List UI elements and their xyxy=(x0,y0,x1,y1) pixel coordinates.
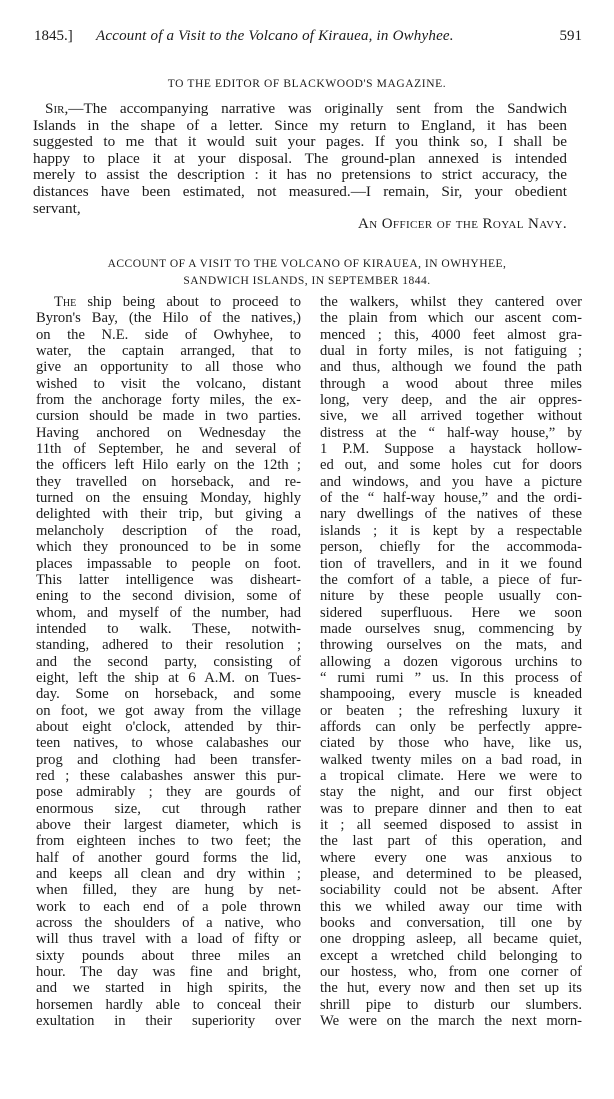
body-line: through a wood about three miles xyxy=(320,375,582,392)
letter-line: merely to assist the description : it has no pretensions to strict accuracy, the xyxy=(33,166,567,184)
body-line: distress at the “ half-way house,” by xyxy=(320,424,582,441)
body-line: our hostess, who, from one corner of xyxy=(320,964,582,981)
body-line: The ship being about to proceed to xyxy=(54,294,301,310)
body-line: which they pronounced to be in some xyxy=(36,539,301,556)
body-line: sociability could not be absent. After xyxy=(320,882,582,899)
body-line: affords can only be perfectly appre- xyxy=(320,718,582,735)
body-line: We were on the march the next morn- xyxy=(320,1013,582,1030)
letter-line: Sir,—The accompanying narrative was originally sent from the Sandwich xyxy=(45,100,567,117)
letter-line: Islands in the shape of a letter. Since my return to England, it has been xyxy=(33,116,567,134)
body-column-left xyxy=(36,294,301,1029)
body-line: give an opportunity to all those who xyxy=(36,359,301,376)
editor-letter xyxy=(33,101,567,217)
body-line: the plain from which our ascent com- xyxy=(320,310,582,327)
article-title-line-1: ACCOUNT OF A VISIT TO THE VOLCANO OF KIRAUEA, IN OWHYHEE, xyxy=(107,258,507,270)
body-line: half of another gourd forms the lid, xyxy=(36,849,301,866)
body-line: will thus travel with a load of fifty or xyxy=(36,931,301,948)
letter-line: distances have been estimated, not measured.—I remain, Sir, your obedient xyxy=(33,182,567,200)
body-line: one dropping asleep, all became quiet, xyxy=(320,931,582,948)
body-line: red ; these calabashes answer this pur- xyxy=(36,767,301,784)
body-line: from the anchorage forty miles, the ex- xyxy=(36,392,301,409)
body-line: Having anchored on Wednesday the xyxy=(36,424,301,441)
body-line: niture by these people usually con- xyxy=(320,588,582,605)
body-line: stay the night, and our first object xyxy=(320,784,582,801)
running-head-title: Account of a Visit to the Volcano of Kirauea, in Owhyhee. xyxy=(96,28,454,44)
body-line: they travelled on horseback, and re- xyxy=(36,473,301,490)
article-title xyxy=(0,256,614,290)
body-line: exultation in their superiority over xyxy=(36,1013,301,1030)
body-line: and windows, and you have a picture xyxy=(320,473,582,490)
body-line: standing, adhered to their resolution ; xyxy=(36,637,301,654)
body-line: long, very deep, and the air oppres- xyxy=(320,392,582,409)
letter-line: servant, xyxy=(33,199,81,217)
body-line: This latter intelligence was disheart- xyxy=(36,571,301,588)
body-line: walked twenty miles on a bad road, in xyxy=(320,751,582,768)
body-line: allowing a dozen vigorous urchins to xyxy=(320,653,582,670)
body-line: turned on the ensuing Monday, highly xyxy=(36,490,301,507)
body-line: dual in forty miles, is not fatiguing ; xyxy=(320,343,582,360)
body-line: enormous size, cut through rather xyxy=(36,800,301,817)
body-line: eight, left the ship at 6 A.M. on Tues- xyxy=(36,669,301,686)
editor-heading: TO THE EDITOR OF BLACKWOOD'S MAGAZINE. xyxy=(167,78,447,90)
body-line: sidered superfluous. Here we soon xyxy=(320,604,582,621)
body-line: teen natives, to whose calabashes our xyxy=(36,735,301,752)
body-line: above their largest diameter, which is xyxy=(36,817,301,833)
body-line: and the second party, consisting of xyxy=(36,653,301,670)
body-line: wished to visit the volcano, distant xyxy=(36,375,301,392)
body-line: the walkers, whilst they cantered over xyxy=(320,294,582,310)
running-head-year: 1845.] xyxy=(34,28,73,44)
body-line: about eight o'clock, attended by thir- xyxy=(36,718,301,735)
body-line: or beaten ; the refreshing luxury it xyxy=(320,702,582,719)
body-line: was to prepare dinner and then to eat xyxy=(320,800,582,817)
body-line: where every one was anxious to xyxy=(320,849,582,866)
body-line: the comfort of a table, a piece of fur- xyxy=(320,571,582,588)
body-line: from eighteen inches to two feet; the xyxy=(36,833,301,850)
letter-line: suggested to me that it would suit your pages. If you think so, I shall be xyxy=(33,133,567,151)
body-line: ciated by those who have, like us, xyxy=(320,735,582,752)
body-line: made ourselves snug, commencing by xyxy=(320,620,582,637)
body-line: a tropical climate. Here we were to xyxy=(320,767,582,784)
body-line: and we started in high spirits, the xyxy=(36,980,301,997)
body-line: shampooing, every muscle is kneaded xyxy=(320,686,582,703)
body-line: ed out, and some holes cut for doors xyxy=(320,457,582,474)
body-line: across the shoulders of a native, who xyxy=(36,915,301,932)
body-line: shrill pipe to disturb our slumbers. xyxy=(320,996,582,1013)
body-line: throwing ourselves on the mats, and xyxy=(320,637,582,654)
body-line: and keeps all clean and dry within ; xyxy=(36,866,301,883)
body-line: person, chiefly for the accommoda- xyxy=(320,539,582,556)
body-line: 1 P.M. Suppose a haystack hollow- xyxy=(320,441,582,458)
body-line: the hut, every now and then set up its xyxy=(320,980,582,997)
body-line: sive, we all arrived together without xyxy=(320,408,582,425)
letter-line: happy to place it at your disposal. The ground-plan annexed is intended xyxy=(33,149,567,167)
body-line: please, and determined to be pleased, xyxy=(320,866,582,883)
article-title-line-2: SANDWICH ISLANDS, IN SEPTEMBER 1844. xyxy=(183,275,431,287)
body-line: it ; all seemed disposed to assist in xyxy=(320,817,582,833)
body-line: horsemen hardly able to conceal their xyxy=(36,996,301,1013)
body-line: Byron's Bay, (the Hilo of the natives,) xyxy=(36,310,301,327)
body-line: cursion should be made in two parties. xyxy=(36,408,301,425)
body-line: sixty pounds about three miles an xyxy=(36,947,301,964)
body-line: delighted with their trip, but giving a xyxy=(36,506,301,523)
body-line: this we whiled away our time with xyxy=(320,898,582,915)
drop-word: The xyxy=(54,294,77,310)
body-line: on foot, we got away from the village xyxy=(36,702,301,719)
body-line: places impassable to people on foot. xyxy=(36,555,301,572)
body-line: when filled, they are hung by net- xyxy=(36,882,301,899)
body-line: ening to the second division, some of xyxy=(36,588,301,605)
body-line: tion of travellers, and in it we found xyxy=(320,555,582,572)
body-line: intended to walk. These, notwith- xyxy=(36,620,301,637)
body-line: water, the captain arranged, that to xyxy=(36,343,301,360)
body-line: on the N.E. side of Owhyhee, to xyxy=(36,326,301,343)
body-line: 11th of September, he and several of xyxy=(36,441,301,458)
body-line: melancholy description of the road, xyxy=(36,522,301,539)
body-line: pose admirably ; they are gourds of xyxy=(36,784,301,801)
letter-salutation: Sir, xyxy=(45,100,69,117)
body-line: whom, and myself of the number, had xyxy=(36,604,301,621)
body-line: books and conversation, till one by xyxy=(320,915,582,932)
running-head xyxy=(34,28,582,50)
body-line: the last part of this operation, and xyxy=(320,833,582,850)
body-line: “ rumi rumi ” us. In this process of xyxy=(320,669,582,686)
body-line: day. Some on horseback, and some xyxy=(36,686,301,703)
body-line: work to each end of a pole thrown xyxy=(36,898,301,915)
body-line: prog and clothing had been transfer- xyxy=(36,751,301,768)
letter-signature: An Officer of the Royal Navy. xyxy=(357,216,567,232)
body-line: and thus, although we found the path xyxy=(320,359,582,376)
body-line: hour. The day was fine and bright, xyxy=(36,964,301,981)
body-column-right xyxy=(320,294,582,1029)
body-line: nary dwellings of the natives of these xyxy=(320,506,582,523)
body-line: of the “ half-way house,” and the ordi- xyxy=(320,490,582,507)
body-line: islands ; it is kept by a respectable xyxy=(320,522,582,539)
page-number: 591 xyxy=(559,28,582,44)
body-line: the officers left Hilo early on the 12th ; xyxy=(36,457,301,474)
body-line: except a wretched child belonging to xyxy=(320,947,582,964)
body-line: menced ; this, 4000 feet almost gra- xyxy=(320,326,582,343)
